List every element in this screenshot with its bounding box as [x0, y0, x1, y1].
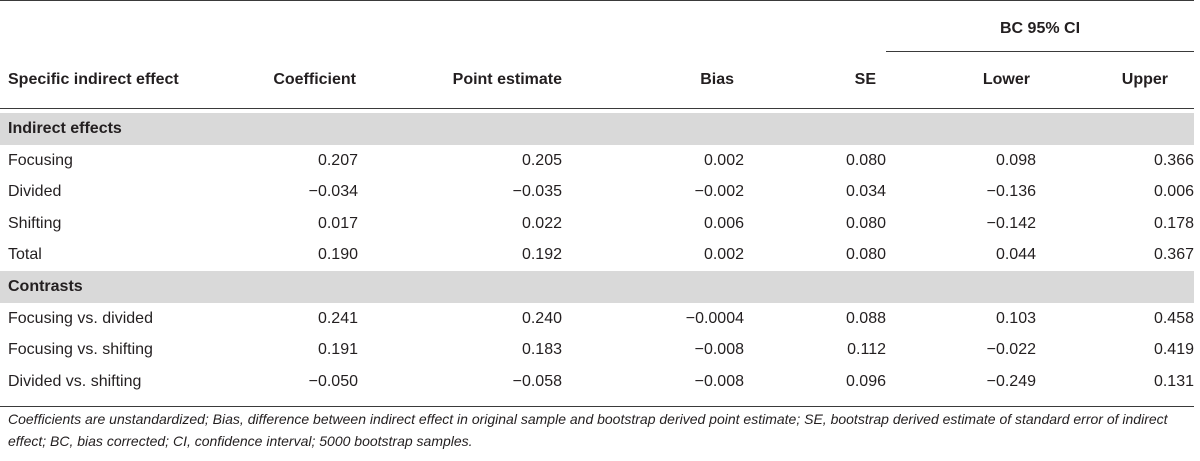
cell-bias: −0.008 [694, 372, 744, 390]
cell-se: 0.080 [845, 151, 886, 169]
header-row [0, 52, 1194, 109]
row-label: Shifting [8, 214, 62, 232]
cell-lower: −0.249 [986, 372, 1036, 390]
cell-lower: −0.136 [986, 183, 1036, 201]
table-row [0, 303, 1194, 335]
cell-bias: −0.0004 [685, 309, 744, 327]
cell-coefficient: 0.017 [317, 214, 358, 232]
cell-lower: 0.044 [995, 246, 1036, 264]
section-title: Indirect effects [0, 113, 1194, 145]
section-header-contrasts [0, 271, 1194, 303]
col-header-coefficient: Coefficient [230, 52, 358, 109]
table-row [0, 145, 1194, 177]
section-title: Contrasts [0, 271, 1194, 303]
cell-bias: −0.002 [694, 183, 744, 201]
cell-upper: 0.419 [1153, 341, 1194, 359]
cell-se: 0.080 [845, 246, 886, 264]
cell-upper: 0.178 [1153, 214, 1194, 232]
table-row [0, 240, 1194, 272]
cell-point-estimate: 0.183 [521, 341, 562, 359]
cell-coefficient: 0.241 [317, 309, 358, 327]
bottom-rule [0, 398, 1194, 407]
cell-lower: −0.142 [986, 214, 1036, 232]
cell-coefficient: −0.034 [308, 183, 358, 201]
section-header-indirect-effects [0, 113, 1194, 145]
cell-upper: 0.366 [1153, 151, 1194, 169]
row-label: Divided [8, 183, 62, 201]
cell-se: 0.088 [845, 309, 886, 327]
cell-coefficient: 0.207 [317, 151, 358, 169]
header-group-row [0, 1, 1194, 52]
table-row [0, 177, 1194, 209]
cell-coefficient: −0.050 [308, 372, 358, 390]
cell-lower: 0.103 [995, 309, 1036, 327]
ci-group-header: BC 95% CI [886, 1, 1194, 52]
cell-point-estimate: −0.058 [512, 372, 562, 390]
cell-point-estimate: 0.205 [521, 151, 562, 169]
cell-point-estimate: 0.192 [521, 246, 562, 264]
col-header-lower: Lower [886, 52, 1036, 109]
cell-bias: 0.002 [703, 246, 744, 264]
cell-point-estimate: 0.022 [521, 214, 562, 232]
row-label: Divided vs. shifting [8, 372, 142, 390]
cell-point-estimate: −0.035 [512, 183, 562, 201]
cell-upper: 0.131 [1153, 372, 1194, 390]
row-label: Focusing vs. divided [8, 309, 153, 327]
col-header-upper: Upper [1036, 52, 1194, 109]
cell-coefficient: 0.191 [317, 341, 358, 359]
cell-coefficient: 0.190 [317, 246, 358, 264]
cell-se: 0.080 [845, 214, 886, 232]
cell-se: 0.034 [845, 183, 886, 201]
table-row [0, 335, 1194, 367]
cell-bias: −0.008 [694, 341, 744, 359]
cell-point-estimate: 0.240 [521, 309, 562, 327]
col-header-bias: Bias [562, 52, 746, 109]
row-label: Focusing vs. shifting [8, 341, 153, 359]
row-label: Focusing [8, 151, 73, 169]
row-label: Total [8, 246, 42, 264]
cell-upper: 0.367 [1153, 246, 1194, 264]
col-header-effect: Specific indirect effect [0, 52, 230, 109]
cell-bias: 0.002 [703, 151, 744, 169]
cell-se: 0.096 [845, 372, 886, 390]
table-row [0, 208, 1194, 240]
cell-lower: 0.098 [995, 151, 1036, 169]
table-row [0, 366, 1194, 398]
cell-upper: 0.458 [1153, 309, 1194, 327]
table-footnote: Coefficients are unstandardized; Bias, difference between indirect effect in original sample and bootstrap derived point estimate; SE, bootstrap derived estimate of standard error of indirect effect; BC, bias corrected; CI, confidence interval; 5000 bootstrap samples. [8, 411, 1168, 449]
col-header-point-estimate: Point estimate [358, 52, 562, 109]
cell-upper: 0.006 [1153, 183, 1194, 201]
cell-se: 0.112 [847, 341, 886, 359]
cell-lower: −0.022 [986, 341, 1036, 359]
cell-bias: 0.006 [703, 214, 744, 232]
col-header-se: SE [746, 52, 886, 109]
